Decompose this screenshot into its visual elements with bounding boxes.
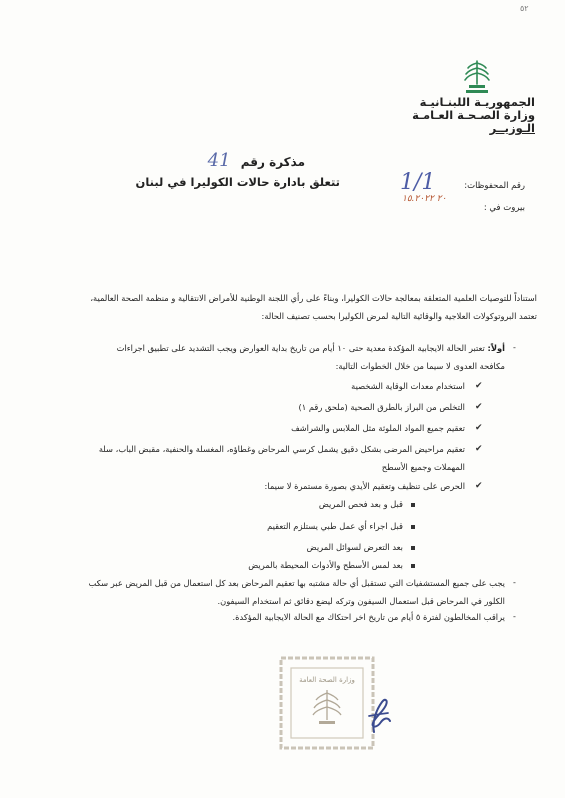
dash-bullet: - [513,612,516,621]
square-bullet [411,564,415,568]
date-value: ٢٠ ١٥.٢٠٢٢ [402,194,447,204]
signature-mark [360,692,398,736]
date-label: بيروت في : [483,203,525,213]
square-bullet [411,525,415,529]
stamp-text: وزارة الصحة العامة [299,676,355,684]
first-section-lead: أولاً: [487,343,505,353]
first-section-text: تعتبر الحالة الايجابية المؤكدة معدية حتى ١٠ أيام من تاريخ بداية العوارض ويجب التشديد على تطبيق اجراءات [116,343,485,353]
intro-line-1: استناداً للتوصيات العلمية المتعلقة بمعالجة حالات الكوليرا، وبناءً على رأي اللجنة الوطنية للأمراض الانتقالية و منظمة الصحة العالمية، [90,293,537,303]
archive-label: رقم المحفوظات: [464,181,525,191]
first-section-line-1 [35,341,505,356]
hygiene-2: قبل اجراء أي عمل طبي يستلزم التعقيم [267,521,403,531]
hygiene-4: بعد لمس الأسطح والأدوات المحيطة بالمريض [248,560,403,570]
intro-line-2: تعتمد البروتوكولات العلاجية والوقائية التالية لمرض الكوليرا بحسب تصنيف الحالة: [261,311,537,321]
page-mark: ٥٢ [520,4,529,13]
step-1: استخدام معدات الوقاية الشخصية [351,381,465,391]
memo-number: 41 [207,150,231,171]
square-bullet [411,503,415,507]
check-icon: ✔ [475,444,483,454]
republic-name: الجمهوريـة اللبنـانيـة [419,95,535,109]
hospitals-line-2: الكلور في المرحاض قبل استعمال السيفون وتركه ليضع دقائق ثم استخدام السيفون. [217,596,505,606]
hygiene-3: بعد التعرض لسوائل المريض [306,542,403,552]
contacts-line: يراقب المخالطون لفترة ٥ أيام من تاريخ اخر احتكاك مع الحالة الايجابية المؤكدة. [232,612,505,622]
hospitals-line-1: يجب على جميع المستشفيات التي تستقبل أي حالة مشتبه بها تعقيم المرحاض بعد كل استعمال من قبل المريض عبر سكب [88,578,505,588]
check-icon: ✔ [475,423,483,433]
dash-bullet: - [513,578,516,587]
memo-title [208,150,305,171]
dash-bullet: - [513,343,516,352]
step-4: تعقيم مراحيض المرضى بشكل دقيق يشمل كرسي المرحاض وغطاؤه، المغسلة والحنفية، مقبض الباب، سلة [98,444,465,454]
step-3: تعقيم جميع المواد الملوثة مثل الملابس والشراشف [291,423,465,433]
cedar-logo-icon [460,58,494,98]
check-icon: ✔ [475,481,483,491]
archive-number: 1/1 [400,170,436,195]
step-2: التخلص من البراز بالطرق الصحية (ملحق رقم ١) [298,402,465,412]
first-section-line-2: مكافحة العدوى لا سيما من خلال الخطوات التالية: [335,361,505,371]
square-bullet [411,546,415,550]
check-icon: ✔ [475,402,483,412]
ministry-header [412,96,535,135]
check-icon: ✔ [475,381,483,391]
hygiene-1: قبل و بعد فحص المريض [318,499,403,509]
minister-title: الـوزيــر [489,121,535,135]
step-4-continued: المهملات وجميع الأسطح [381,462,465,472]
ministry-name: وزارة الصـحـة العـامـة [412,108,535,122]
memo-label: مذكرة رقم [240,155,305,169]
step-5: الحرص على تنظيف وتعقيم الأيدي بصورة مستمرة لا سيما: [264,481,465,491]
memo-subject: تتعلق بادارة حالات الكوليرا في لبنان [135,175,340,189]
